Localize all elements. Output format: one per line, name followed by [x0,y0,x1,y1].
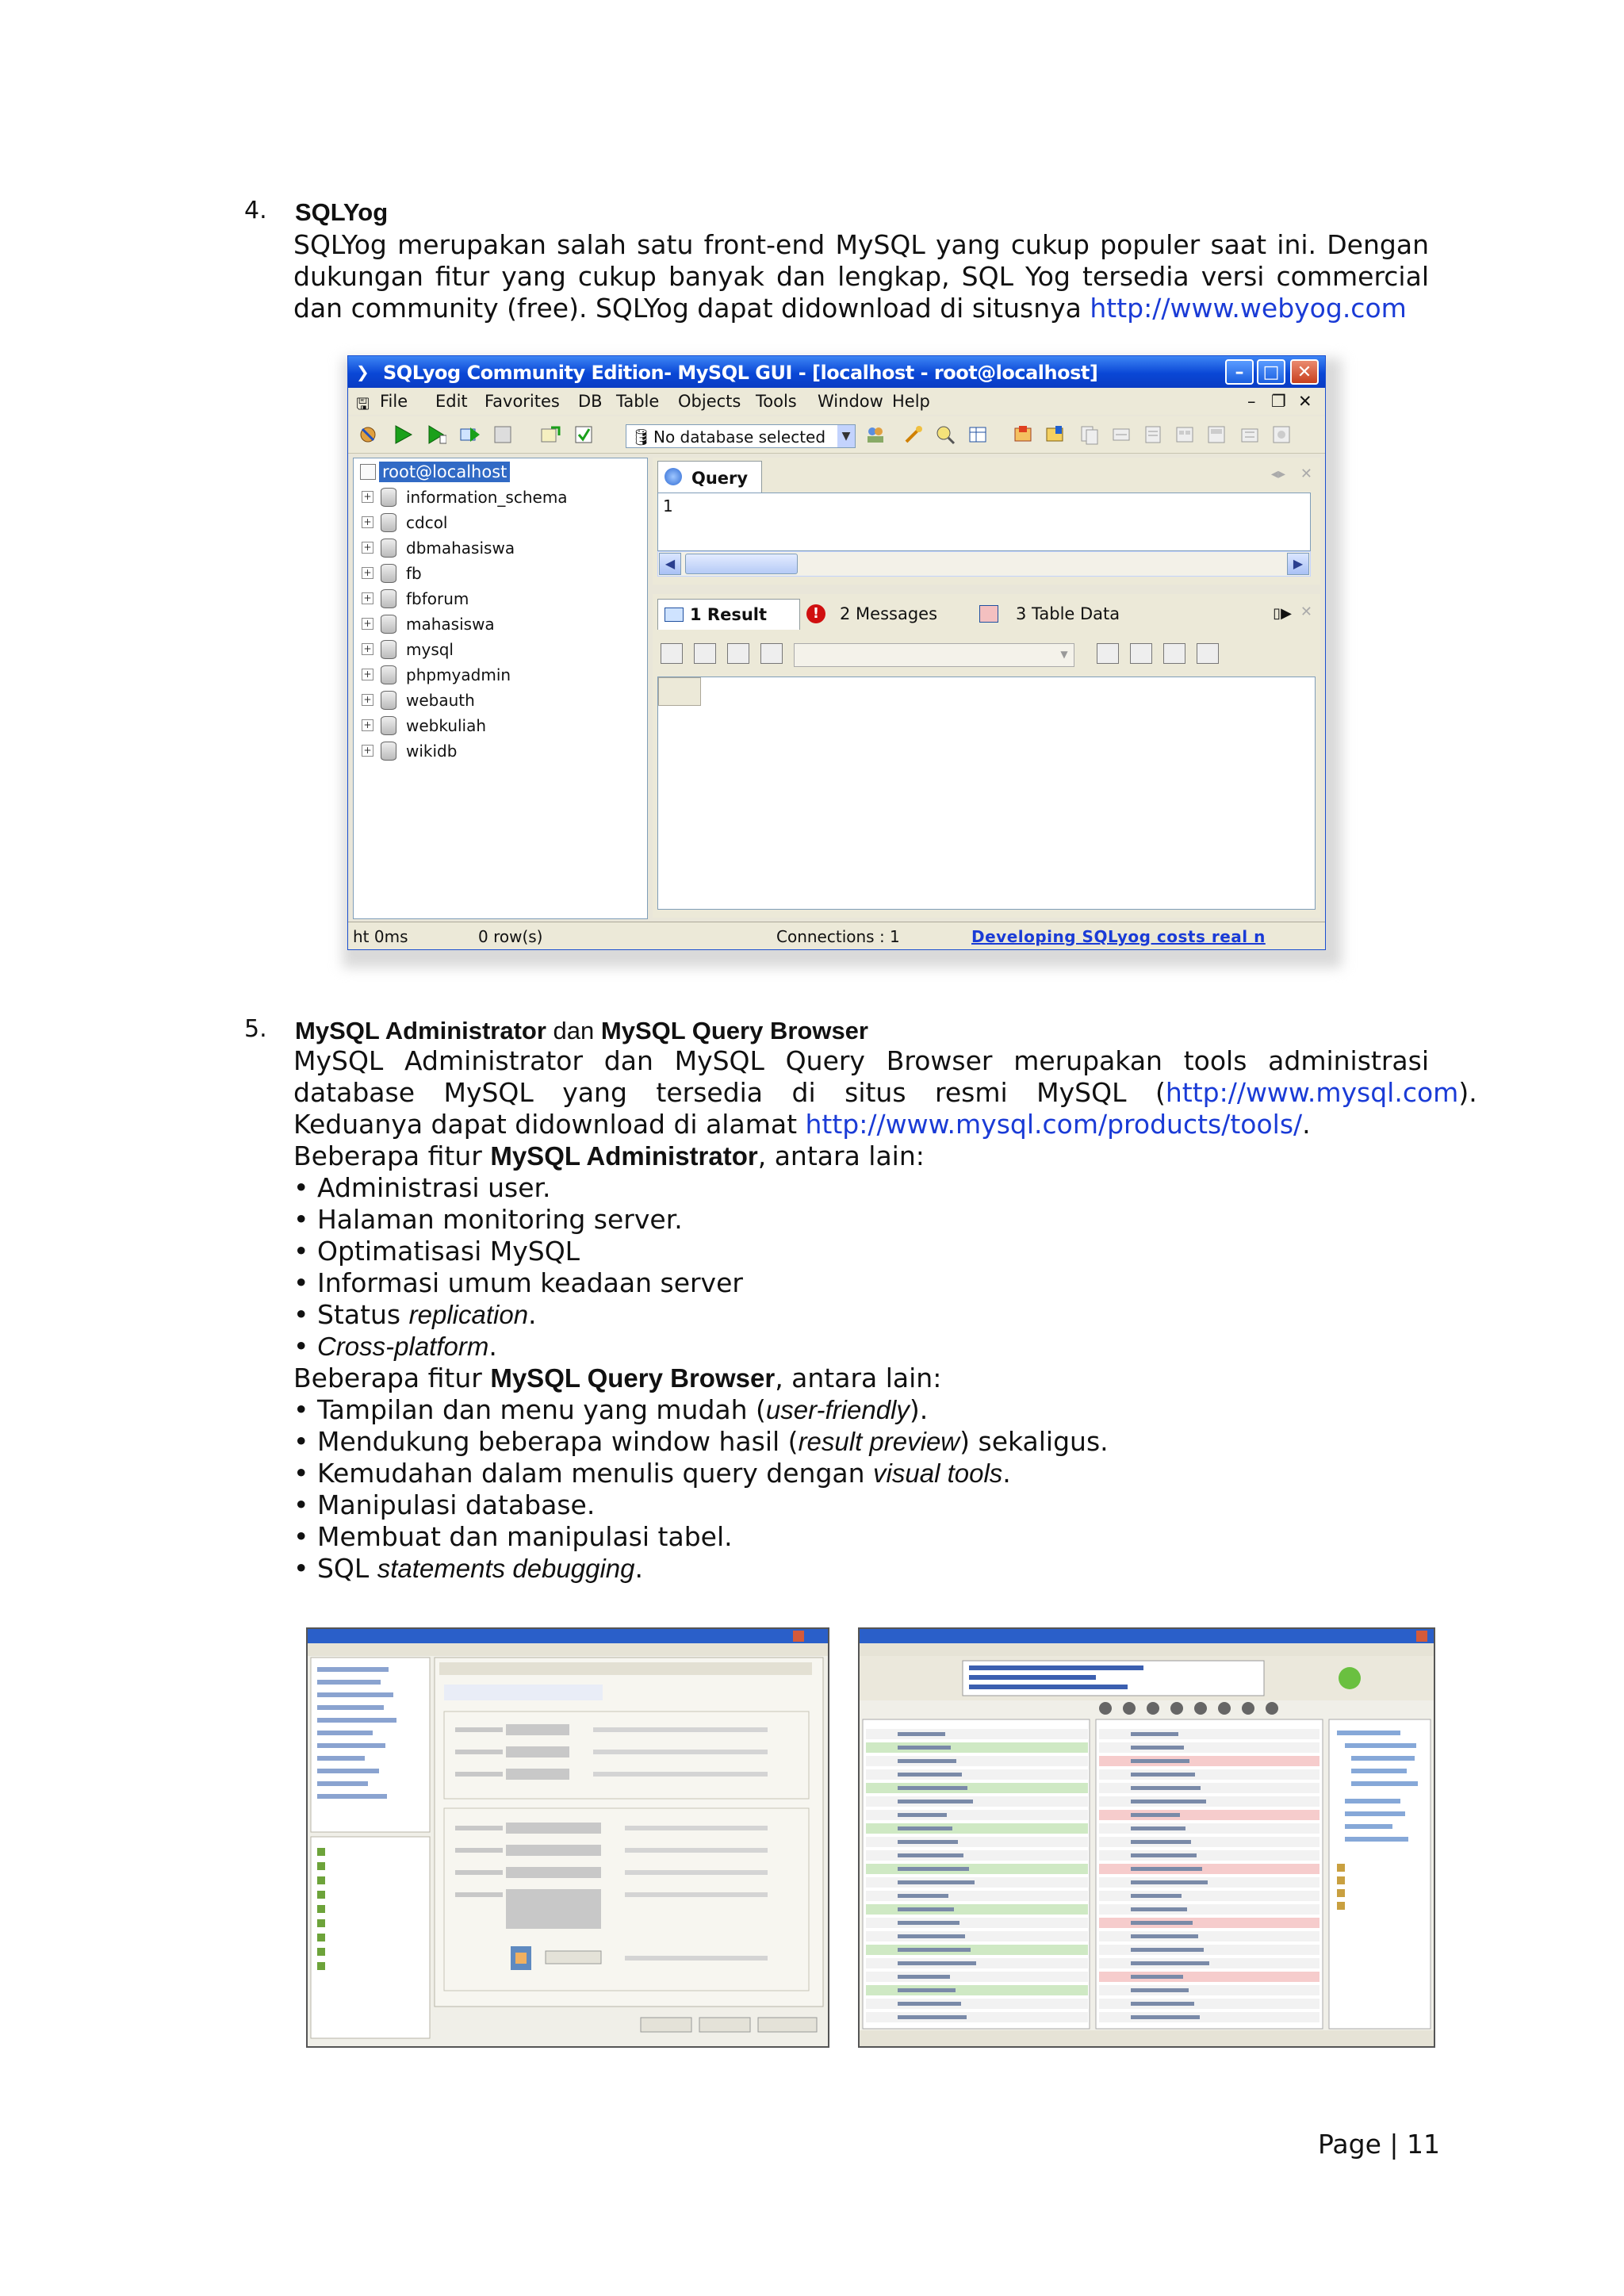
notifications-icon[interactable] [1206,424,1227,445]
expand-icon[interactable]: + [362,719,373,731]
tab-result[interactable] [657,599,800,630]
para-text: ). [1458,1077,1477,1108]
execute-edit-icon[interactable] [459,424,480,445]
title-part: dan [546,1017,601,1045]
insert-row-icon[interactable] [1097,643,1119,664]
menu-window[interactable]: Window [818,392,883,411]
expand-icon[interactable]: + [362,516,373,528]
para-bold: MySQL Query Browser [490,1363,776,1393]
para-line [293,293,1429,324]
tab-result-label: 1 Result [690,605,768,624]
bullet: • [293,1458,309,1489]
tab-query-label: Query [691,469,749,488]
grid-cell-text [898,1746,951,1750]
tree-item-label: dbmahasiswa [406,539,515,558]
database-icon [381,615,396,634]
grid-cell-text [1131,1907,1187,1911]
scroll-thumb[interactable] [685,554,798,574]
window-title: SQLyog Community Edition- MySQL GUI - [localhost - root@localhost] [383,362,1098,384]
grid-cell-text [1131,1773,1195,1777]
schema-designer-icon[interactable] [903,424,924,445]
tree-item-label: fb [406,564,422,583]
database-icon [381,539,396,558]
result-toolbar [653,634,1320,670]
list-item [293,1489,1109,1521]
database-icon [381,513,396,532]
grid-cell-text [1131,1961,1209,1965]
grid-cell-text [898,1826,952,1830]
list-italic: user-friendly [765,1395,910,1424]
list-text: Membuat dan manipulasi tabel. [316,1521,733,1552]
list-tail: . [634,1553,643,1584]
tree-item-label: wikidb [406,742,458,761]
grid-cell-text [898,1867,969,1871]
mysql-tools-link[interactable]: http://www.mysql.com/products/tools/ [805,1109,1303,1140]
section-5-title [295,1017,868,1045]
status-promo-link[interactable]: Developing SQLyog costs real n [971,927,1266,946]
query-pane [653,458,1320,585]
title-bar [348,356,1325,388]
tree-item-label: mahasiswa [406,615,495,634]
grid-cell-text [1131,1948,1204,1952]
bullet: • [293,1521,309,1552]
grid-cell-text [898,1853,963,1857]
list-text: Tampilan dan menu yang mudah ( [316,1394,766,1425]
grid-cell-text [1131,1732,1178,1736]
query-editor[interactable] [657,493,1311,551]
expand-icon[interactable]: + [362,745,373,757]
tree-item-label: mysql [406,640,454,659]
mdi-minimize-icon[interactable]: – [1247,392,1256,411]
para-bold: MySQL Administrator [490,1141,758,1171]
grid-cell-text [1131,1880,1208,1884]
result-grid[interactable] [657,677,1316,910]
bullet: • [293,1204,309,1235]
bullet: • [293,1331,309,1362]
grid-cell-text [1131,1934,1198,1938]
menu-edit[interactable]: Edit [435,392,468,411]
refresh-result-icon[interactable] [1197,643,1219,664]
grid-corner-cell [658,677,701,706]
stop-icon[interactable] [492,424,513,445]
list-item [293,1553,1109,1585]
mdi-restore-icon[interactable]: ❐ [1271,392,1286,411]
maximize-button[interactable]: □ [1257,359,1285,385]
close-tab-icon[interactable]: ✕ [1300,466,1312,482]
menu-tools[interactable]: Tools [756,392,797,411]
database-icon [381,589,396,608]
list-tail: . [488,1331,497,1362]
export-icon[interactable] [1044,424,1065,445]
para-link-group [1166,1077,1477,1109]
result-pane [653,594,1320,918]
database-icon: 🛢 [631,427,652,447]
save-row-icon[interactable] [1130,643,1152,664]
database-selector-value: No database selected [653,427,826,447]
bullet: • [293,1299,309,1330]
object-browser [353,458,648,919]
title-part: MySQL Administrator [295,1017,546,1045]
list-text: Manipulasi database. [316,1489,596,1520]
expand-icon[interactable]: + [362,643,373,655]
grid-cell-text [898,1759,956,1763]
tab-table-data-label: 3 Table Data [1016,604,1120,623]
expand-icon[interactable]: + [362,592,373,604]
grid-cell-text [1131,2015,1200,2019]
list-item [293,1236,1109,1267]
bullet: • [293,1489,309,1520]
para-text: database MySQL yang tersedia di situs resmi MySQL ( [293,1077,1166,1108]
expand-icon[interactable]: + [362,542,373,554]
grid-cell-text [898,1840,958,1844]
admin-feature-list [293,1172,1109,1585]
grid-cell-text [1131,1813,1180,1817]
mysql-link[interactable]: http://www.mysql.com [1165,1077,1459,1108]
grid-cell-text [1131,2002,1194,2006]
database-selector[interactable] [626,424,856,448]
para-line: dukungan fitur yang cukup banyak dan lengkap, SQL Yog tersedia versi commercial [293,261,1429,292]
bullet: • [293,1426,309,1457]
chevron-down-icon[interactable]: ▼ [837,425,855,447]
list-text: Informasi umum keadaan server [316,1267,743,1298]
grid-cell-text [1131,1826,1185,1830]
list-text: Optimatisasi MySQL [316,1236,580,1267]
grid-cell-text [1131,1840,1191,1844]
tree-item-label: fbforum [406,589,469,608]
expand-icon[interactable]: + [362,694,373,706]
sqlyog-window [347,355,1326,950]
grid-cell-text [1131,1800,1206,1803]
grid-cell-text [898,1813,947,1817]
delete-row-icon[interactable] [1163,643,1185,664]
section-5-number: 5. [244,1015,267,1043]
list-text: Kemudahan dalam menulis query dengan [316,1458,874,1489]
list-item [293,1521,1109,1553]
status-connections: Connections : 1 [776,927,900,946]
tree-item-label: phpmyadmin [406,665,511,684]
tab-messages-label: 2 Messages [840,604,938,623]
section-4-number: 4. [244,197,267,224]
grid-cell-text [898,1732,945,1736]
para-text: Beberapa fitur [293,1140,491,1171]
title-part: MySQL Query Browser [600,1017,868,1045]
menu-bar [348,388,1325,415]
mysql-administrator-screenshot [306,1627,829,2048]
expand-icon[interactable]: + [362,669,373,680]
tab-table-data[interactable] [976,599,1159,629]
sqlyog-app-icon: ❯ [356,362,370,381]
grid-cell-text [1131,1894,1182,1898]
tree-item-label: information_schema [406,488,568,507]
bullet: • [293,1394,309,1425]
bullet: • [293,1236,309,1267]
mdi-close-icon[interactable]: ✕ [1298,392,1312,411]
more-tools-icon[interactable] [1271,424,1292,445]
bullet: • [293,1553,309,1584]
chevron-down-icon[interactable]: ▼ [1060,649,1068,660]
bullet: • [293,1172,309,1203]
list-tail: . [1002,1458,1011,1489]
import-icon[interactable] [1013,424,1033,445]
para-line [293,1140,1429,1172]
menu-objects[interactable]: Objects [678,392,741,411]
page-number: Page | 11 [1318,2129,1440,2160]
database-icon [381,488,396,507]
para-text: Keduanya dapat didownload di alamat [293,1109,806,1140]
scroll-right-icon[interactable]: ▶ [1287,553,1309,575]
expand-icon[interactable]: + [362,491,373,503]
list-tail: ). [909,1394,929,1425]
copy-db-icon[interactable] [1079,424,1100,445]
database-icon [381,716,396,735]
query-builder-icon[interactable] [935,424,956,445]
list-item [293,1331,1109,1363]
migration-icon[interactable] [1239,424,1260,445]
refresh-icon[interactable] [540,424,561,445]
status-bar [348,922,1325,949]
grid-cell-text [898,1975,950,1979]
status-rows: 0 row(s) [478,927,543,946]
list-text: Status [316,1299,409,1330]
para-line [293,1109,1429,1140]
grid-cell-text [1131,1746,1184,1750]
list-text: Administrasi user. [316,1172,551,1203]
tree-item-label: webauth [406,691,475,710]
webyog-link[interactable]: http://www.webyog.com [1090,293,1407,324]
tab-query[interactable] [657,461,762,493]
grid-cell-text [1131,1853,1197,1857]
tab-messages[interactable] [803,599,962,629]
tab-scroll-icon[interactable]: ▯▶ [1273,605,1292,622]
qb-intro [293,1363,1109,1394]
grid-cell-text [898,1988,956,1992]
list-item [293,1394,1109,1426]
sync-icon[interactable] [1111,424,1132,445]
execute-all-icon[interactable] [426,424,446,445]
table-view-icon[interactable] [968,424,989,445]
tab-scroll-icon[interactable]: ◂▸ [1270,466,1285,482]
list-tail: . [528,1299,537,1330]
para-text: dan community (free). SQLYog dapat didownload di situsnya [293,293,1090,324]
app-menu-icon[interactable]: 🖫 [356,394,370,413]
expand-icon[interactable]: + [362,567,373,579]
para-text: , antara lain: [775,1363,942,1393]
list-item [293,1458,1109,1489]
list-text: SQL [316,1553,377,1584]
list-text: Halaman monitoring server. [316,1204,683,1235]
error-icon: ! [806,604,825,623]
menu-db[interactable]: DB [578,392,603,411]
grid-cell-text [1131,1988,1189,1992]
grid-cell-text [898,1961,976,1965]
grid-cell-text [898,1948,971,1952]
grid-cell-text [1131,1921,1193,1925]
list-italic: Cross-platform [316,1332,489,1361]
grid-cell-text [1131,1759,1189,1763]
line-number: 1 [663,496,673,516]
list-italic: visual tools [873,1458,1003,1488]
database-icon [381,742,396,761]
users-icon[interactable] [865,424,886,445]
scroll-left-icon[interactable]: ◀ [659,553,681,575]
check-icon[interactable] [573,424,594,445]
grid-cell-text [1131,1975,1183,1979]
toolbar [348,416,1325,454]
status-exec-time: ht 0ms [353,927,408,946]
list-italic: result preview [798,1427,960,1456]
para-line: MySQL Administrator dan MySQL Query Browser merupakan tools administrasi [293,1045,1429,1076]
horizontal-scrollbar[interactable] [657,551,1311,577]
tree-root-label: root@localhost [379,462,510,482]
grid-cell-text [898,1800,973,1803]
section-4-title: SQLYog [295,198,389,226]
para-line: SQLYog merupakan salah satu front-end MySQL yang cukup populer saat ini. Dengan [293,229,1429,260]
grid-icon [665,608,684,622]
form-view-icon[interactable] [727,643,749,664]
minimize-button[interactable]: – [1225,359,1254,385]
list-item [293,1267,1109,1299]
menu-file[interactable]: File [380,392,408,411]
database-icon [381,564,396,583]
para-text: , antara lain: [757,1140,925,1171]
grid-cell-text [898,1880,975,1884]
server-icon [360,464,376,480]
database-icon [381,640,396,659]
grid-cell-text [898,1773,962,1777]
grid-cell-text [898,1907,954,1911]
list-item [293,1172,1109,1204]
mysql-query-browser-screenshot [858,1627,1435,2048]
expand-icon[interactable]: + [362,618,373,630]
schedule-icon[interactable] [1174,424,1195,445]
menu-favorites[interactable]: Favorites [485,392,560,411]
list-item [293,1299,1109,1331]
grid-cell-text [898,1786,967,1790]
result-filter-select[interactable] [794,643,1074,667]
backup-icon[interactable] [1143,424,1163,445]
grid-cell-text [898,1921,959,1925]
export-result-icon[interactable] [661,643,683,664]
list-item [293,1426,1109,1458]
menu-help[interactable]: Help [892,392,930,411]
section-5-paragraph [293,1045,1477,1172]
list-text: Mendukung beberapa window hasil ( [316,1426,799,1457]
grid-cell-text [898,1934,965,1938]
tree-item-label: cdcol [406,513,448,532]
section-4-paragraph [293,229,1429,324]
text-view-icon[interactable] [760,643,783,664]
copy-result-icon[interactable] [694,643,716,664]
mysql-administrator-thumbnail [308,1629,828,2046]
execute-query-icon[interactable] [393,424,413,445]
para-text: . [1302,1109,1311,1140]
list-italic: replication [408,1300,529,1329]
close-tab-icon[interactable]: ✕ [1300,604,1312,620]
connect-icon[interactable] [358,424,378,445]
close-button[interactable]: ✕ [1290,359,1319,385]
grid-cell-text [1131,1867,1202,1871]
tree-item-label: webkuliah [406,716,487,735]
database-icon [381,665,396,684]
query-icon [665,468,682,485]
grid-cell-text [1131,1786,1201,1790]
grid-cell-text [898,2015,967,2019]
database-icon [381,691,396,710]
grid-cell-text [898,2002,961,2006]
para-text: Beberapa fitur [293,1363,491,1393]
bullet: • [293,1267,309,1298]
list-tail: ) sekaligus. [959,1426,1109,1457]
para-line [293,1077,1477,1109]
list-italic: statements debugging [377,1554,635,1583]
list-item [293,1204,1109,1236]
mysql-query-browser-thumbnail [860,1629,1434,2046]
table-data-icon [979,605,998,623]
menu-table[interactable]: Table [616,392,660,411]
grid-cell-text [898,1894,948,1898]
